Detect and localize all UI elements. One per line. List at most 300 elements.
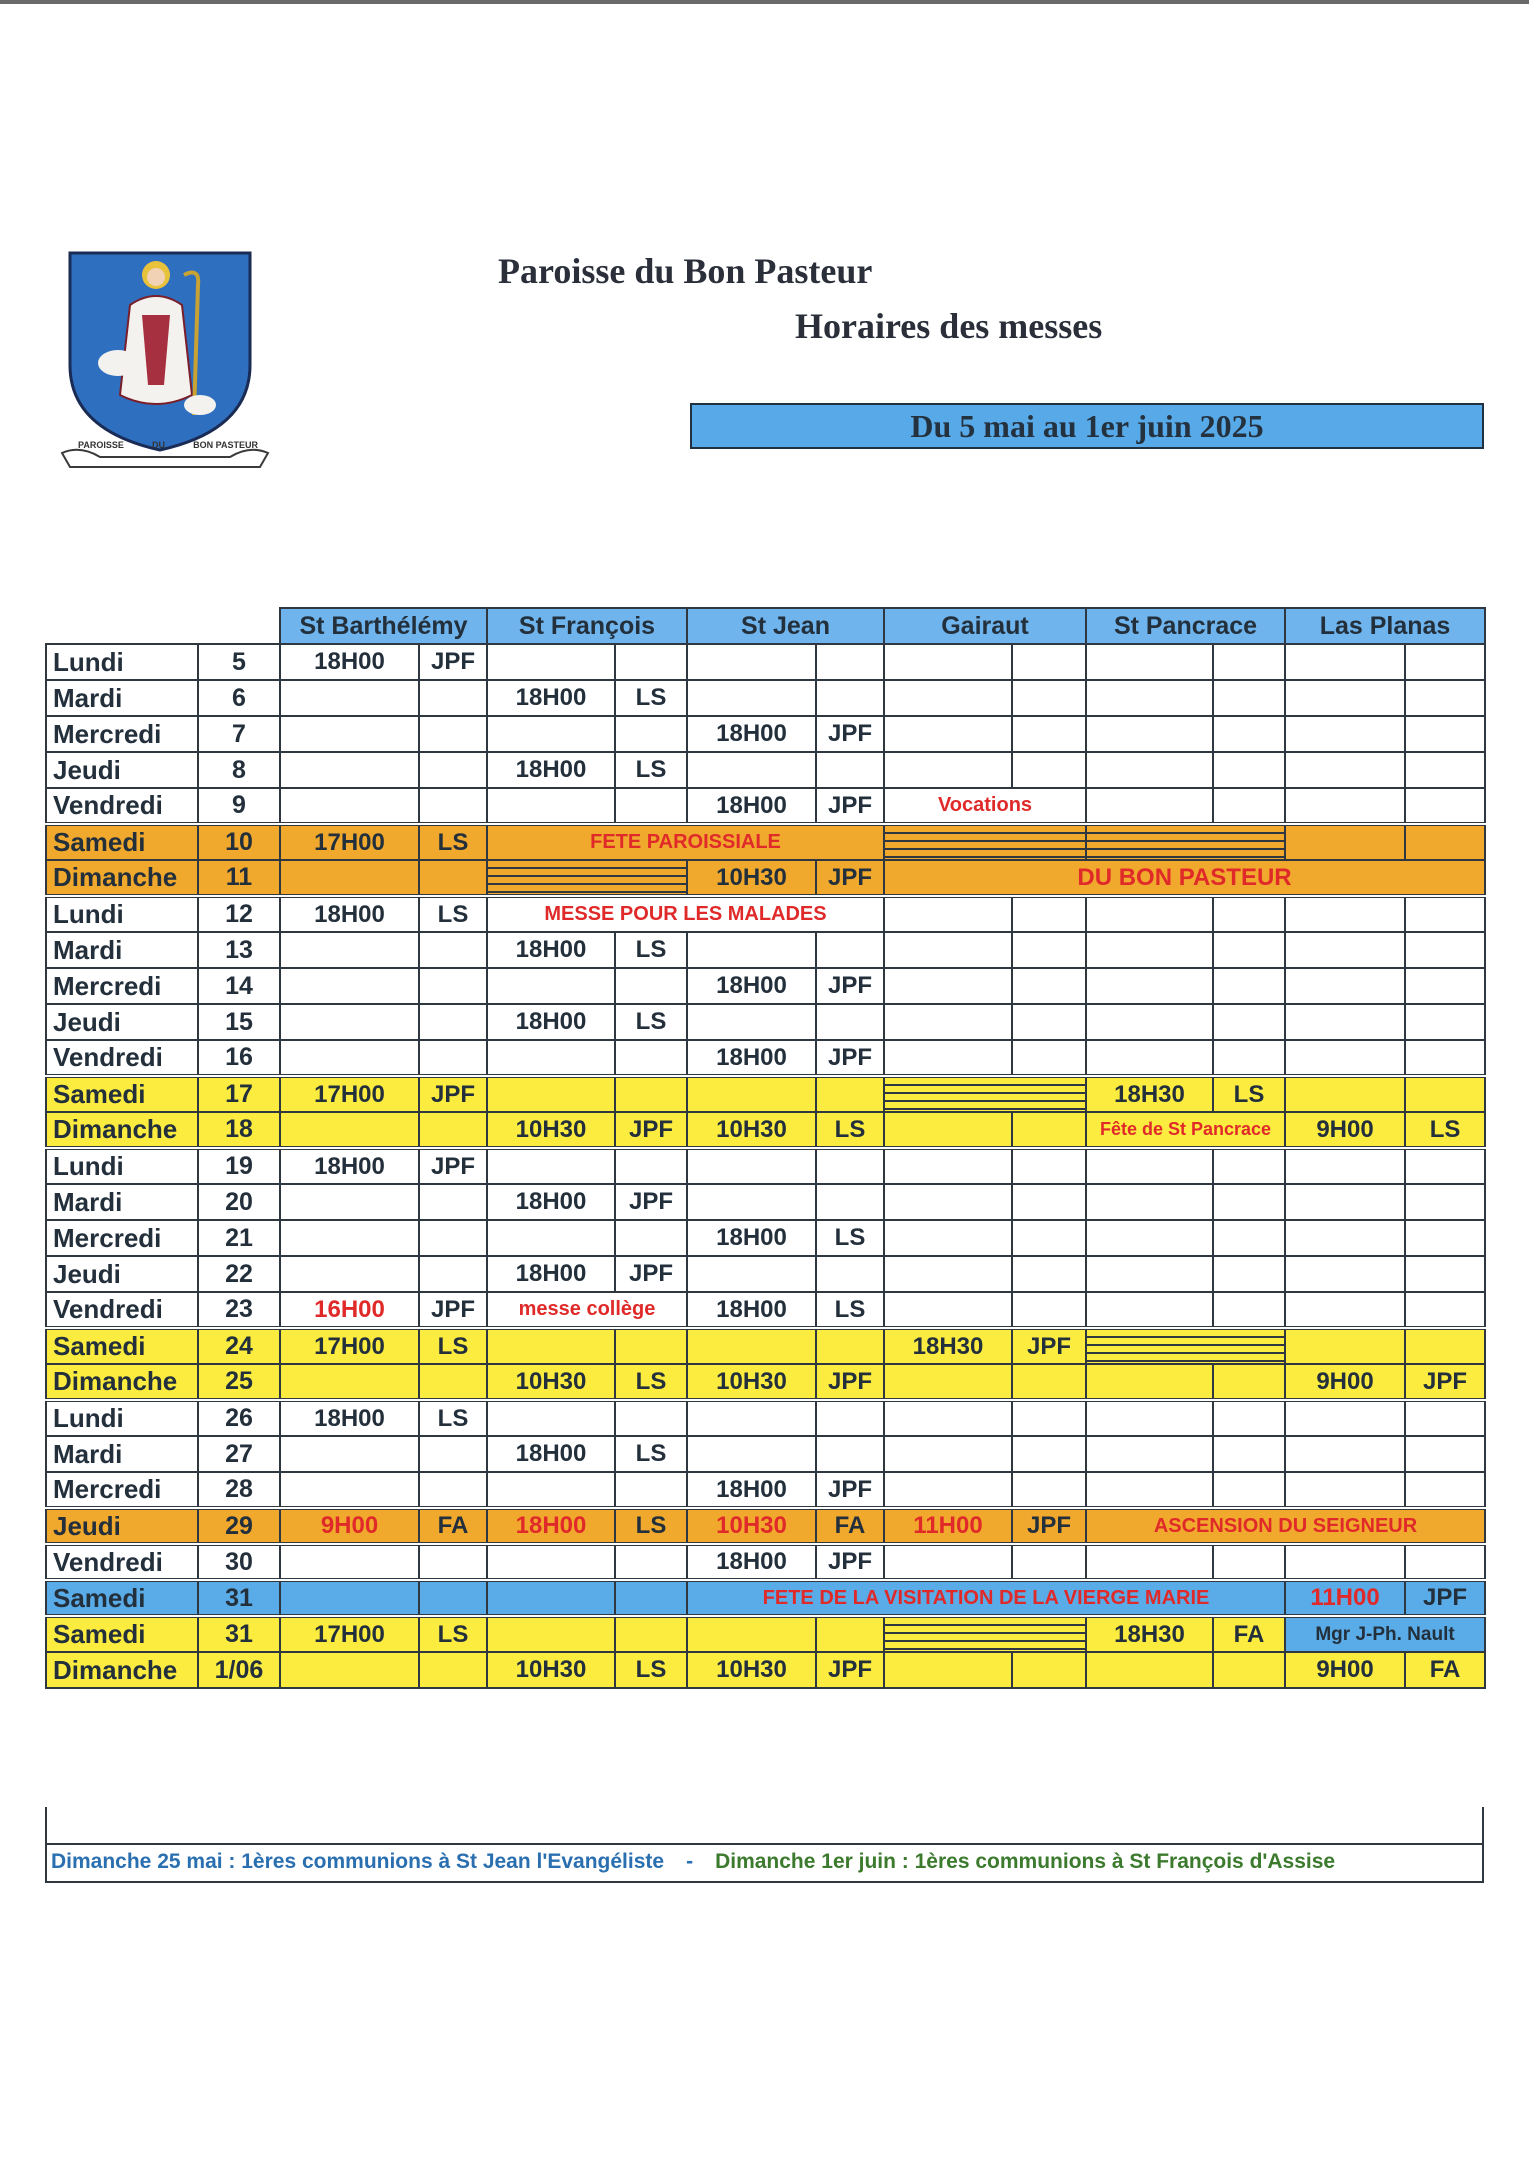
mass-time (280, 1652, 419, 1688)
mass-time (487, 1544, 615, 1580)
day-number: 16 (198, 1040, 280, 1076)
day-number: 22 (198, 1256, 280, 1292)
celebrant-initials (419, 1040, 487, 1076)
mass-time (687, 932, 816, 968)
celebrant-initials (1012, 1652, 1086, 1688)
table-row (46, 1472, 1485, 1508)
table-row (46, 1004, 1485, 1040)
celebrant-initials (1012, 680, 1086, 716)
mass-time (1086, 1544, 1213, 1580)
mass-time (1086, 1436, 1213, 1472)
celebrant-initials (1213, 680, 1285, 716)
celebrant-initials (816, 680, 884, 716)
mass-time (280, 1472, 419, 1508)
day-number: 8 (198, 752, 280, 788)
day-name: Samedi (46, 1580, 198, 1616)
mass-time (487, 716, 615, 752)
mass-time (884, 1544, 1012, 1580)
celebrant-initials: LS (419, 1400, 487, 1436)
celebrant-initials (1405, 1292, 1485, 1328)
day-name: Mercredi (46, 1220, 198, 1256)
celebrant-initials (1405, 1076, 1485, 1112)
celebrant-initials: JPF (615, 1184, 687, 1220)
mass-time (884, 1220, 1012, 1256)
mass-time (1285, 680, 1405, 716)
table-row (46, 1580, 1485, 1616)
celebrant-initials (1012, 968, 1086, 1004)
mass-time (1285, 932, 1405, 968)
mass-time (487, 1148, 615, 1184)
celebrant-initials (1405, 644, 1485, 680)
mass-time (1086, 788, 1213, 824)
day-number: 25 (198, 1364, 280, 1400)
mass-time (687, 1256, 816, 1292)
celebrant-initials (615, 644, 687, 680)
mass-time: 17H00 (280, 1616, 419, 1652)
empty-cell (884, 896, 1012, 932)
celebrant-initials (1213, 788, 1285, 824)
date-range-banner (690, 403, 1484, 449)
mass-time (687, 1148, 816, 1184)
celebrant-initials (615, 1328, 687, 1364)
celebrant-initials (615, 1220, 687, 1256)
mass-time (1285, 1436, 1405, 1472)
mass-time: 18H00 (687, 1220, 816, 1256)
celebrant-initials (816, 1076, 884, 1112)
mass-time: 17H00 (280, 1328, 419, 1364)
mass-time (487, 1472, 615, 1508)
day-number: 19 (198, 1148, 280, 1184)
celebrant-initials: FA (419, 1508, 487, 1544)
celebrant-initials (1012, 1112, 1086, 1148)
celebrant-initials (1213, 1184, 1285, 1220)
celebrant-initials (615, 1040, 687, 1076)
day-number: 9 (198, 788, 280, 824)
celebrant-initials (1405, 1040, 1485, 1076)
mass-time (1086, 1040, 1213, 1076)
mass-time: 18H00 (687, 1544, 816, 1580)
mass-time (1086, 1472, 1213, 1508)
mass-time: 18H30 (1086, 1076, 1213, 1112)
mass-time (280, 1040, 419, 1076)
table-row (46, 1148, 1485, 1184)
mass-time (884, 1472, 1012, 1508)
celebrant-initials (1405, 1220, 1485, 1256)
celebrant-initials (1213, 1436, 1285, 1472)
empty-cell (884, 824, 1086, 860)
day-number: 18 (198, 1112, 280, 1148)
day-number: 10 (198, 824, 280, 860)
mass-time (884, 1364, 1012, 1400)
celebrant-initials: JPF (816, 1652, 884, 1688)
parish-crest-logo (60, 245, 270, 470)
mass-time (280, 716, 419, 752)
event-note: FETE PAROISSIALE (487, 824, 884, 860)
day-number: 6 (198, 680, 280, 716)
mass-time (280, 752, 419, 788)
mass-time: 10H30 (687, 860, 816, 896)
celebrant-initials (1213, 1256, 1285, 1292)
empty-cell (487, 1580, 615, 1616)
mass-time: 18H00 (487, 680, 615, 716)
celebrant-initials (419, 680, 487, 716)
table-row (46, 896, 1485, 932)
day-number: 1/06 (198, 1652, 280, 1688)
day-number: 21 (198, 1220, 280, 1256)
mass-time: 10H30 (487, 1112, 615, 1148)
day-name: Dimanche (46, 1364, 198, 1400)
day-name: Samedi (46, 1328, 198, 1364)
celebrant-initials: JPF (419, 1148, 487, 1184)
footer-separator: - (686, 1850, 694, 1873)
mass-time: 9H00 (1285, 1112, 1405, 1148)
crest-banner-mid: DU (152, 440, 165, 450)
empty-cell (1285, 896, 1405, 932)
table-row (46, 716, 1485, 752)
table-row (46, 1544, 1485, 1580)
mass-time (687, 752, 816, 788)
mass-time: 18H00 (280, 896, 419, 932)
celebrant-initials: LS (615, 1508, 687, 1544)
celebrant-initials (419, 1544, 487, 1580)
celebrant-initials (419, 860, 487, 896)
celebrant-initials: JPF (816, 1364, 884, 1400)
celebrant-initials (1213, 644, 1285, 680)
crest-banner-right: BON PASTEUR (193, 440, 258, 450)
day-name: Mardi (46, 1436, 198, 1472)
celebrant-initials (1012, 1040, 1086, 1076)
celebrant-initials (816, 644, 884, 680)
celebrant-initials (1405, 1184, 1485, 1220)
mass-time (1086, 1292, 1213, 1328)
day-number: 14 (198, 968, 280, 1004)
empty-cell (1086, 1328, 1285, 1364)
event-note: Mgr J-Ph. Nault (1285, 1616, 1485, 1652)
day-number: 23 (198, 1292, 280, 1328)
mass-time: 11H00 (884, 1508, 1012, 1544)
day-name: Mardi (46, 680, 198, 716)
day-name: Mercredi (46, 716, 198, 752)
day-name: Jeudi (46, 1256, 198, 1292)
footer-note-first-communion-st-francois: Dimanche 1er juin : 1ères communions à St François d'Assise (715, 1850, 1336, 1873)
celebrant-initials (1213, 1292, 1285, 1328)
table-row (46, 1328, 1485, 1364)
celebrant-initials (1213, 1472, 1285, 1508)
table-row (46, 644, 1485, 680)
mass-time (1086, 1652, 1213, 1688)
mass-time (1285, 1544, 1405, 1580)
celebrant-initials (1405, 1148, 1485, 1184)
mass-time (1285, 752, 1405, 788)
mass-time (487, 1220, 615, 1256)
mass-time (1086, 968, 1213, 1004)
mass-time (884, 1004, 1012, 1040)
day-name: Mercredi (46, 1472, 198, 1508)
empty-cell (884, 1076, 1086, 1112)
mass-time (1285, 1328, 1405, 1364)
celebrant-initials (1405, 716, 1485, 752)
mass-time: 18H00 (687, 716, 816, 752)
mass-time (487, 1040, 615, 1076)
footer-note-first-communion-st-jean: Dimanche 25 mai : 1ères communions à St Jean l'Evangéliste (51, 1850, 665, 1873)
mass-time: 9H00 (280, 1508, 419, 1544)
day-name: Lundi (46, 1400, 198, 1436)
table-empty-row (45, 1807, 1484, 1845)
event-note: FETE DE LA VISITATION DE LA VIERGE MARIE (687, 1580, 1285, 1616)
mass-time (1285, 1076, 1405, 1112)
mass-time (280, 1184, 419, 1220)
celebrant-initials: JPF (816, 788, 884, 824)
mass-time (1285, 1004, 1405, 1040)
celebrant-initials (419, 788, 487, 824)
day-name: Samedi (46, 1616, 198, 1652)
table-row (46, 1292, 1485, 1328)
mass-time (1086, 680, 1213, 716)
table-row (46, 1616, 1485, 1652)
mass-time (280, 1364, 419, 1400)
mass-time: 10H30 (687, 1652, 816, 1688)
celebrant-initials (1012, 1472, 1086, 1508)
mass-time (1086, 1148, 1213, 1184)
mass-time (1285, 1040, 1405, 1076)
celebrant-initials: JPF (816, 1472, 884, 1508)
mass-time (884, 1184, 1012, 1220)
celebrant-initials: FA (1213, 1616, 1285, 1652)
mass-time (487, 788, 615, 824)
celebrant-initials: LS (615, 1004, 687, 1040)
celebrant-initials (1213, 1544, 1285, 1580)
table-row (46, 1652, 1485, 1688)
day-name: Mardi (46, 932, 198, 968)
celebrant-initials (816, 1436, 884, 1472)
mass-time (687, 680, 816, 716)
empty-cell (1405, 824, 1485, 860)
celebrant-initials: JPF (419, 1076, 487, 1112)
date-range-text: Du 5 mai au 1er juin 2025 (910, 407, 1264, 444)
mass-time: 10H30 (687, 1112, 816, 1148)
celebrant-initials (1012, 1544, 1086, 1580)
mass-time (280, 932, 419, 968)
column-header: Las Planas (1285, 608, 1485, 644)
day-number: 11 (198, 860, 280, 896)
column-header: St Barthélémy (280, 608, 487, 644)
celebrant-initials: LS (615, 752, 687, 788)
empty-cell (280, 1580, 419, 1616)
day-number: 30 (198, 1544, 280, 1580)
day-number: 31 (198, 1616, 280, 1652)
table-row (46, 680, 1485, 716)
mass-time (1086, 716, 1213, 752)
table-row (46, 1112, 1485, 1148)
mass-time: 18H00 (487, 752, 615, 788)
celebrant-initials (1405, 1400, 1485, 1436)
mass-time: 17H00 (280, 824, 419, 860)
mass-time (1086, 1004, 1213, 1040)
celebrant-initials (1012, 1220, 1086, 1256)
celebrant-initials: LS (419, 896, 487, 932)
celebrant-initials: JPF (816, 968, 884, 1004)
celebrant-initials (1012, 1436, 1086, 1472)
celebrant-initials: JPF (816, 716, 884, 752)
celebrant-initials (419, 1220, 487, 1256)
celebrant-initials (1405, 752, 1485, 788)
mass-time: 9H00 (1285, 1364, 1405, 1400)
celebrant-initials (1012, 932, 1086, 968)
day-name: Mercredi (46, 968, 198, 1004)
celebrant-initials: LS (1405, 1112, 1485, 1148)
column-header: St François (487, 608, 687, 644)
celebrant-initials: LS (615, 932, 687, 968)
event-note: MESSE POUR LES MALADES (487, 896, 884, 932)
celebrant-initials (615, 1148, 687, 1184)
mass-time (884, 1292, 1012, 1328)
celebrant-initials (419, 1112, 487, 1148)
celebrant-initials (1012, 1184, 1086, 1220)
day-name: Vendredi (46, 1544, 198, 1580)
celebrant-initials (1405, 1472, 1485, 1508)
mass-time (1086, 932, 1213, 968)
mass-time (280, 1112, 419, 1148)
day-name: Jeudi (46, 1508, 198, 1544)
table-row (46, 1364, 1485, 1400)
celebrant-initials: LS (419, 1616, 487, 1652)
celebrant-initials (419, 1364, 487, 1400)
mass-time (687, 1004, 816, 1040)
mass-time (1285, 1256, 1405, 1292)
celebrant-initials (1012, 716, 1086, 752)
celebrant-initials (1213, 968, 1285, 1004)
day-name: Lundi (46, 644, 198, 680)
mass-time (487, 644, 615, 680)
mass-time: 18H00 (487, 1184, 615, 1220)
celebrant-initials (1213, 752, 1285, 788)
mass-time: 18H00 (280, 1400, 419, 1436)
celebrant-initials (1405, 1004, 1485, 1040)
column-header: St Pancrace (1086, 608, 1285, 644)
celebrant-initials (419, 1472, 487, 1508)
mass-time (280, 1256, 419, 1292)
celebrant-initials (1213, 932, 1285, 968)
celebrant-initials: FA (816, 1508, 884, 1544)
celebrant-initials (419, 1256, 487, 1292)
celebrant-initials (816, 932, 884, 968)
celebrant-initials (615, 716, 687, 752)
empty-cell (615, 1580, 687, 1616)
table-row (46, 788, 1485, 824)
mass-time (884, 1040, 1012, 1076)
celebrant-initials (419, 1004, 487, 1040)
mass-time (884, 1148, 1012, 1184)
mass-time (1086, 1364, 1213, 1400)
celebrant-initials (419, 1184, 487, 1220)
celebrant-initials: FA (1405, 1652, 1485, 1688)
day-name: Jeudi (46, 752, 198, 788)
celebrant-initials (1012, 1148, 1086, 1184)
celebrant-initials (1213, 716, 1285, 752)
mass-time (687, 644, 816, 680)
day-name: Vendredi (46, 788, 198, 824)
celebrant-initials (816, 1256, 884, 1292)
celebrant-initials: LS (419, 824, 487, 860)
mass-time: 18H00 (280, 644, 419, 680)
day-number: 5 (198, 644, 280, 680)
mass-time: 18H30 (884, 1328, 1012, 1364)
celebrant-initials (419, 752, 487, 788)
celebrant-initials (1012, 752, 1086, 788)
celebrant-initials (1213, 1400, 1285, 1436)
parish-title: Paroisse du Bon Pasteur (498, 251, 873, 291)
empty-cell (884, 1616, 1086, 1652)
celebrant-initials: JPF (419, 1292, 487, 1328)
celebrant-initials (816, 1616, 884, 1652)
day-name: Vendredi (46, 1292, 198, 1328)
event-note: Fête de St Pancrace (1086, 1112, 1285, 1148)
day-name: Mardi (46, 1184, 198, 1220)
empty-cell (1086, 824, 1285, 860)
mass-time: 18H00 (687, 968, 816, 1004)
mass-time (884, 968, 1012, 1004)
empty-cell (1012, 896, 1086, 932)
celebrant-initials (419, 932, 487, 968)
celebrant-initials: LS (816, 1292, 884, 1328)
mass-time: 18H00 (487, 1436, 615, 1472)
mass-time (1086, 644, 1213, 680)
mass-time (687, 1076, 816, 1112)
mass-time (487, 1328, 615, 1364)
mass-time (687, 1616, 816, 1652)
celebrant-initials: LS (816, 1220, 884, 1256)
celebrant-initials (1405, 1256, 1485, 1292)
celebrant-initials: JPF (1405, 1580, 1485, 1616)
celebrant-initials (816, 1400, 884, 1436)
day-name: Dimanche (46, 860, 198, 896)
day-number: 27 (198, 1436, 280, 1472)
mass-time: 11H00 (1285, 1580, 1405, 1616)
mass-time (1285, 1472, 1405, 1508)
day-name: Lundi (46, 1148, 198, 1184)
mass-time (280, 1220, 419, 1256)
celebrant-initials (1012, 1400, 1086, 1436)
mass-time (687, 1328, 816, 1364)
crest-banner-text (78, 440, 258, 450)
mass-time: 18H00 (687, 1040, 816, 1076)
celebrant-initials: JPF (816, 1544, 884, 1580)
day-number: 13 (198, 932, 280, 968)
empty-cell (1285, 824, 1405, 860)
celebrant-initials: JPF (1012, 1508, 1086, 1544)
mass-time: 18H30 (1086, 1616, 1213, 1652)
mass-time (487, 1616, 615, 1652)
celebrant-initials: JPF (615, 1256, 687, 1292)
table-row (46, 1436, 1485, 1472)
celebrant-initials: JPF (1012, 1328, 1086, 1364)
mass-time (280, 1544, 419, 1580)
celebrant-initials (1405, 968, 1485, 1004)
day-name: Vendredi (46, 1040, 198, 1076)
schedule-title: Horaires des messes (795, 306, 1103, 346)
mass-time (1086, 1256, 1213, 1292)
event-note: ASCENSION DU SEIGNEUR (1086, 1508, 1485, 1544)
mass-time: 18H00 (487, 932, 615, 968)
mass-time (1285, 716, 1405, 752)
mass-time (884, 1112, 1012, 1148)
celebrant-initials (615, 1400, 687, 1436)
mass-time (1285, 968, 1405, 1004)
mass-time: 18H00 (687, 788, 816, 824)
celebrant-initials (419, 1652, 487, 1688)
celebrant-initials: LS (615, 1652, 687, 1688)
day-number: 20 (198, 1184, 280, 1220)
